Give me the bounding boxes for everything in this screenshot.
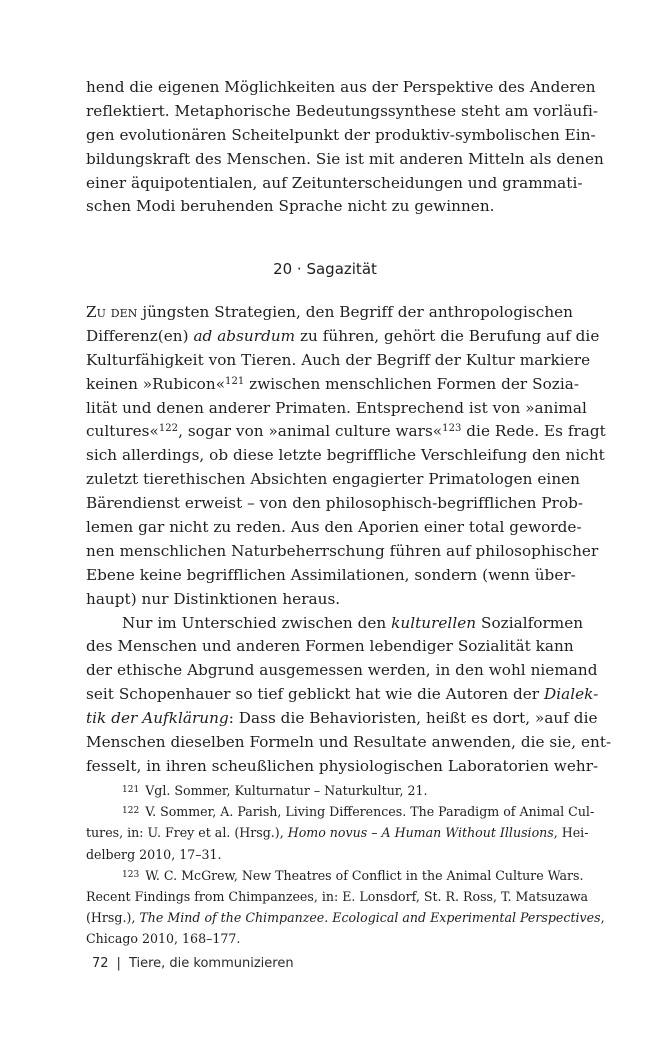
- footnote-ref-122[interactable]: 122: [158, 423, 179, 435]
- text-fragment: : Dass die Behavioristen, heißt es dort, »auf die: [228, 709, 598, 728]
- footnote-ref-123[interactable]: 123: [442, 423, 462, 435]
- text-fragment: ,: [600, 910, 605, 926]
- text-fragment: zu führen, gehört die Berufung auf die: [295, 326, 600, 345]
- text-line: schen Modi beruhenden Sprache nicht zu gewinnen.: [86, 197, 495, 216]
- text-line: Kulturfähigkeit von Tieren. Auch der Begriff der Kultur markiere: [86, 350, 591, 369]
- footnote-number: 123: [122, 869, 140, 880]
- text-line: lität und denen anderer Primaten. Entsprechend ist von »animal: [86, 398, 587, 417]
- text-line: sich allerdings, ob diese letzte begriffliche Verschleifung den nicht: [86, 446, 605, 465]
- text-line: der ethische Abgrund ausgemessen werden, in den wohl niemand: [86, 661, 598, 680]
- italic-text: Homo novus – A Human Without Illusions: [287, 825, 554, 841]
- text-line: reflektiert. Metaphorische Bedeutungssynthese steht am vorläufi-: [86, 101, 599, 120]
- text-line: [86, 420, 606, 444]
- footnote-ref-121[interactable]: 121: [225, 375, 245, 387]
- text-line: nen menschlichen Naturbeherrschung führen auf philosophischer: [86, 541, 599, 560]
- text-fragment: Vgl. Sommer, Kulturnatur – Naturkultur, 21.: [145, 783, 428, 798]
- text-line: [86, 301, 574, 325]
- footnote-line: Chicago 2010, 168–177.: [86, 931, 241, 947]
- text-line: [86, 612, 584, 636]
- text-fragment: keinen »Rubicon«: [86, 374, 226, 393]
- text-fragment: W. C. McGrew, New Theatres of Conflict in the Animal Culture Wars.: [145, 867, 584, 883]
- small-caps-opening: Zu den: [86, 303, 138, 321]
- paragraph-1: [86, 301, 606, 612]
- text-fragment: zwischen menschlichen Formen der Sozia-: [244, 374, 580, 393]
- text-line: [86, 683, 599, 707]
- footnote-123: [86, 865, 605, 950]
- text-line: hend die eigenen Möglichkeiten aus der Perspektive des Anderen: [86, 78, 596, 96]
- text-line: einer äquipotentialen, auf Zeitunterscheidungen und grammati-: [86, 173, 583, 192]
- text-fragment: Nur im Unterschied zwischen den: [122, 613, 392, 632]
- text-fragment: , sogar von »animal culture wars«: [178, 422, 443, 441]
- text-line: Ebene keine begrifflichen Assimilationen, sondern (wenn über-: [86, 565, 576, 584]
- running-title: Tiere, die kommunizieren: [128, 956, 294, 971]
- continued-paragraph: [86, 76, 604, 219]
- text-fragment: die Rede. Es fragt: [461, 422, 606, 441]
- text-line: haupt) nur Distinktionen heraus.: [86, 589, 341, 608]
- text-line: [86, 707, 598, 731]
- text-line: des Menschen und anderen Formen lebendiger Sozialität kann: [86, 637, 574, 656]
- text-fragment: V. Sommer, A. Parish, Living Differences. The Paradigm of Animal Cul-: [145, 804, 595, 820]
- text-line: zuletzt tierethischen Absichten engagierter Primatologen einen: [86, 470, 581, 489]
- text-line: [86, 373, 580, 397]
- page-number: 72: [92, 956, 109, 971]
- text-line: fesselt, in ihren scheußlichen physiologischen Laboratorien wehr-: [86, 756, 599, 775]
- paragraph-2: [86, 612, 612, 779]
- section-heading: 20 · Sagazität: [273, 260, 377, 278]
- footer-separator: |: [116, 956, 121, 971]
- italic-text: kulturellen: [391, 613, 477, 632]
- text-line: Menschen dieselben Formeln und Resultate anwenden, die sie, ent-: [86, 733, 612, 752]
- page-footer: [92, 955, 294, 973]
- italic-text: ad absurdum: [193, 326, 296, 345]
- footnote-number: 121: [122, 785, 140, 795]
- italic-text: tik der Aufklärung: [86, 709, 229, 728]
- text-line: lemen gar nicht zu reden. Aus den Aporien einer total geworde-: [86, 518, 582, 537]
- footnote-121: [86, 780, 564, 801]
- footnote-line: [86, 865, 584, 886]
- italic-text: The Mind of the Chimpanzee. Ecological and Experimental Perspectives: [139, 910, 601, 926]
- footnote-122: [86, 801, 595, 865]
- text-line: Bärendienst erweist – von den philosophisch-begrifflichen Prob-: [86, 494, 584, 513]
- italic-text: Dialek-: [543, 685, 599, 704]
- footnote-number: 122: [122, 806, 140, 817]
- text-fragment: (Hrsg.),: [86, 910, 140, 926]
- text-line: [86, 325, 600, 349]
- text-fragment: cultures«: [86, 422, 159, 441]
- section-body: [86, 301, 612, 779]
- footnote-line: [86, 801, 595, 822]
- text-fragment: , Hei-: [553, 825, 589, 841]
- footnote-line: [86, 780, 564, 801]
- footnote-line: [86, 907, 605, 928]
- footnote-line: [86, 822, 589, 843]
- footnote-line: delberg 2010, 17–31.: [86, 846, 222, 862]
- text-line: bildungskraft des Menschen. Sie ist mit anderen Mitteln als denen: [86, 149, 604, 168]
- text-fragment: Differenz(en): [86, 326, 194, 345]
- text-fragment: tures, in: U. Frey et al. (Hrsg.),: [86, 825, 288, 841]
- text-fragment: seit Schopenhauer so tief geblickt hat wie die Autoren der: [86, 685, 544, 704]
- text-fragment: Sozialformen: [476, 613, 584, 632]
- text-line: gen evolutionären Scheitelpunkt der produktiv-symbolischen Ein-: [86, 125, 596, 144]
- footnotes: [86, 780, 605, 950]
- text-fragment: jüngsten Strategien, den Begriff der anthropologischen: [137, 303, 574, 321]
- footnote-line: Recent Findings from Chimpanzees, in: E. Lonsdorf, St. R. Ross, T. Matsuzawa: [86, 888, 589, 904]
